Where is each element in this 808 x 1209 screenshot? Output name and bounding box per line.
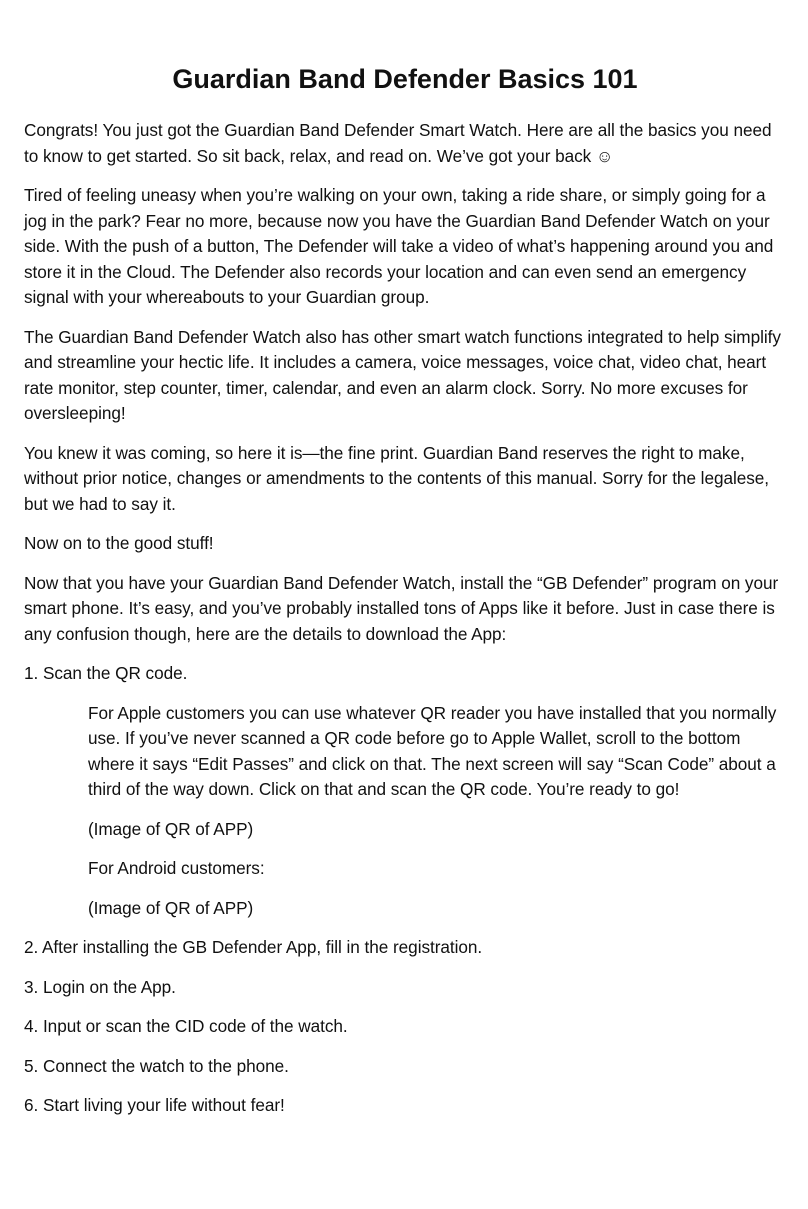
android-qr-placeholder: (Image of QR of APP) [88, 897, 254, 918]
step-5: 5. Connect the watch to the phone. [24, 1055, 289, 1076]
intro-paragraph: Congrats! You just got the Guardian Band Defender Smart Watch. Here are all the basics you need to know to get started. So sit back, relax, and read on. We’ve got your back ☺ [24, 120, 772, 166]
step-4: 4. Input or scan the CID code of the watch. [24, 1016, 348, 1036]
apple-instructions: For Apple customers you can use whatever QR reader you have installed that you normally use. If you’ve never scanned a QR code before go to Apple Wallet, scroll to the bottom where it says “Edit Passes” and click on that. The next screen will say “Scan Code” about a third of the way down. Click on that and scan the QR code. You’re ready to go! [88, 702, 777, 799]
apple-qr-placeholder: (Image of QR of APP) [88, 818, 254, 839]
step-1: 1. Scan the QR code. [24, 663, 188, 683]
step-6: 6. Start living your life without fear! [24, 1095, 285, 1115]
android-instructions: For Android customers: [88, 858, 265, 878]
smart-functions-paragraph: The Guardian Band Defender Watch also has other smart watch functions integrated to help simplify and streamline your hectic life. It includes a camera, voice messages, voice chat, video chat, heart rate monitor, step counter, timer, calendar, and even an alarm clock. Sorry. No more excuses for oversleeping! [24, 326, 781, 423]
features-paragraph: Tired of feeling uneasy when you’re walking on your own, taking a ride share, or simply going for a jog in the park? Fear no more, because now you have the Guardian Band Defender Watch on your side. With the push of a button, The Defender will take a video of what’s happening around you and store it in the Cloud. The Defender also records your location and can even send an emergency signal with your whereabouts to your Guardian group. [24, 185, 774, 307]
step-2: 2. After installing the GB Defender App, fill in the registration. [24, 937, 483, 957]
fine-print-paragraph: You knew it was coming, so here it is—the fine print. Guardian Band reserves the right to make, without prior notice, changes or amendments to the contents of this manual. Sorry for the legalese, but we had to say it. [24, 442, 770, 514]
document-title: Guardian Band Defender Basics 101 [172, 64, 638, 94]
good-stuff-paragraph: Now on to the good stuff! [24, 533, 214, 553]
install-paragraph: Now that you have your Guardian Band Defender Watch, install the “GB Defender” program on your smart phone. It’s easy, and you’ve probably installed tons of Apps like it before. Just in case there is any confusion though, here are the details to download the App: [24, 572, 779, 644]
step-3: 3. Login on the App. [24, 976, 176, 997]
